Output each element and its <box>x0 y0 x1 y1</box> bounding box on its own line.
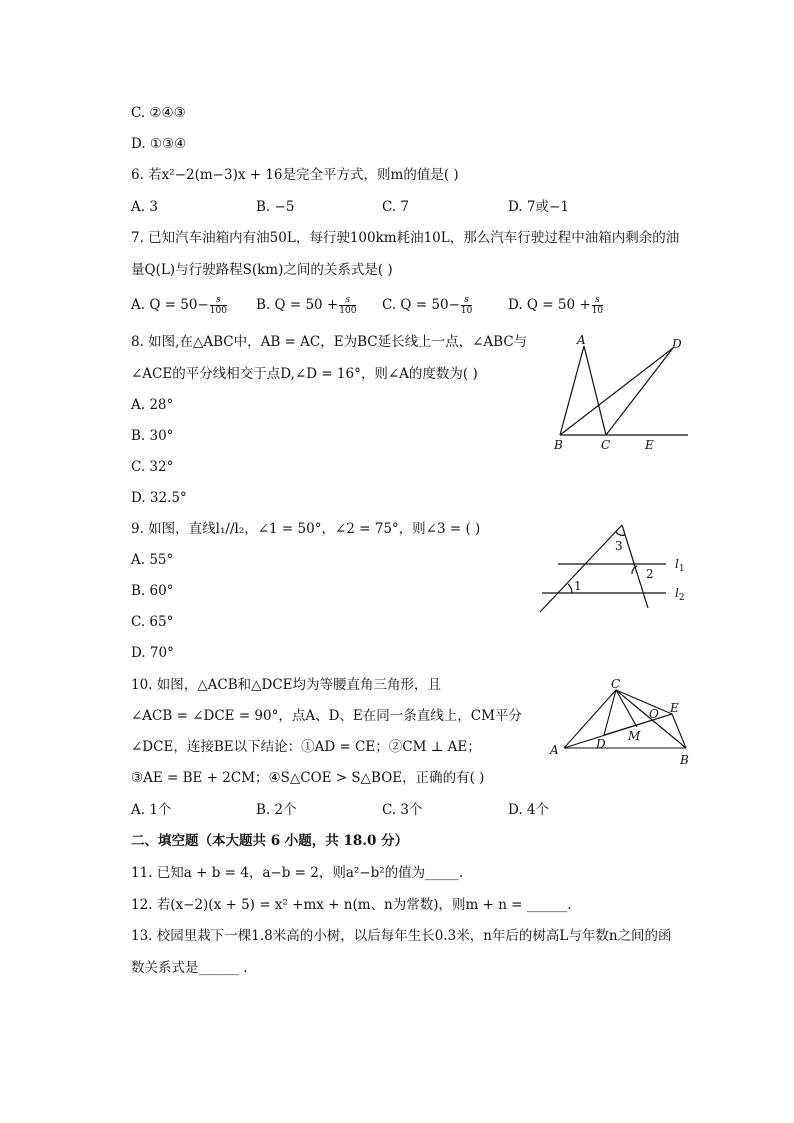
q8-label-e: E <box>645 438 654 452</box>
q9-option-a: A. 55° <box>131 552 174 568</box>
q6-option-c: C. 7 <box>382 199 410 215</box>
q6-option-b: B. −5 <box>256 199 295 215</box>
q9-label-l1: $l_1$ <box>675 557 685 574</box>
question-10-stem-line3: ∠DCE，连接BE以下结论：①AD = CE；②CM ⊥ AE； <box>131 739 481 755</box>
question-10-stem-line2: ∠ACB = ∠DCE = 90°，点A、D、E在同一条直线上，CM平分 <box>131 708 522 724</box>
q7-option-a <box>131 295 228 316</box>
question-10-stem-line4: ③AE = BE + 2CM；④S△COE > S△BOE，正确的有( ) <box>131 770 485 786</box>
option-d: D. ①③④ <box>131 136 187 152</box>
q7-option-c-fraction <box>461 295 472 316</box>
question-13-stem-line1: 13. 校园里栽下一棵1.8米高的小树，以后每年生长0.3米，n年后的树高L与年数n之间的函 <box>131 928 672 944</box>
question-11-stem: 11. 已知a + b = 4，a−b = 2，则a²−b²的值为_____. <box>131 865 464 881</box>
question-10-stem-line1: 10. 如图，△ACB和△DCE均为等腰直角三角形，且 <box>131 677 442 693</box>
q7-option-a-num: s <box>210 295 227 306</box>
q9-label-2: 2 <box>646 567 654 581</box>
section-2-title: 二、填空题（本大题共 6 小题，共 18.0 分） <box>131 833 409 849</box>
q7-option-a-prefix: A. Q = 50− <box>131 297 209 313</box>
q8-figure <box>548 332 698 456</box>
q8-line-ba <box>560 346 584 435</box>
q10-option-a: A. 1个 <box>131 802 172 818</box>
q10-label-d: D <box>596 737 606 751</box>
question-12-stem: 12. 若(x−2)(x + 5) = x² +mx + n(m、n为常数)，则m + n = ______. <box>131 897 572 913</box>
q6-option-a: A. 3 <box>131 199 158 215</box>
question-8-stem-line2: ∠ACE的平分线相交于点D,∠D = 16°，则∠A的度数为( ) <box>131 366 478 382</box>
q10-line-ce <box>616 690 672 714</box>
question-13-stem-line2: 数关系式是______ . <box>131 960 248 976</box>
q10-option-d: D. 4个 <box>508 802 550 818</box>
q8-option-c: C. 32° <box>131 459 174 475</box>
q10-label-b: B <box>680 753 689 767</box>
question-9-stem: 9. 如图，直线l₁//l₂，∠1 = 50°，∠2 = 75°，则∠3 = ( ) <box>131 521 481 537</box>
q7-option-c-num: s <box>461 295 472 306</box>
q9-label-1: 1 <box>574 579 582 593</box>
question-6-stem: 6. 若x²−2(m−3)x + 16是完全平方式，则m的值是( ) <box>131 167 459 183</box>
question-7-stem-line1: 7. 已知汽车油箱内有油50L，每行驶100km耗油10L，那么汽车行驶过程中油箱内剩余的油 <box>131 230 680 246</box>
q9-angle-1-arc <box>568 584 572 593</box>
q8-label-d: D <box>672 337 682 351</box>
q7-option-c <box>382 295 473 316</box>
q7-option-d-num: s <box>592 295 603 306</box>
q10-label-e: E <box>670 701 679 715</box>
question-7-stem-line2: 量Q(L)与行驶路程S(km)之间的关系式是( ) <box>131 262 393 278</box>
q7-option-c-prefix: C. Q = 50− <box>382 297 460 313</box>
q8-option-a: A. 28° <box>131 397 174 413</box>
q9-transversal-left <box>540 525 622 612</box>
q9-angle-3-arc <box>616 532 625 535</box>
q9-figure <box>536 520 696 614</box>
q7-option-d-prefix: D. Q = 50 + <box>508 297 591 313</box>
q7-option-b-num: s <box>339 295 356 306</box>
q8-line-ac <box>584 346 606 435</box>
q7-option-a-den: 100 <box>209 306 227 316</box>
q9-option-c: C. 65° <box>131 614 174 630</box>
q10-option-b: B. 2个 <box>256 802 297 818</box>
q10-label-m: M <box>628 729 641 743</box>
q7-option-a-fraction <box>210 295 227 316</box>
q7-option-b-fraction <box>339 295 356 316</box>
q6-option-d: D. 7或−1 <box>508 199 569 215</box>
q9-option-d: D. 70° <box>131 645 174 661</box>
option-c: C. ②④③ <box>131 105 186 121</box>
q8-label-a: A <box>577 333 586 347</box>
q10-figure <box>544 676 694 770</box>
q9-option-b: B. 60° <box>131 583 174 599</box>
q7-option-d <box>508 295 604 316</box>
q10-label-o: O <box>649 707 659 721</box>
q7-option-c-den: 10 <box>460 306 473 316</box>
q8-option-b: B. 30° <box>131 428 174 444</box>
q8-label-b: B <box>554 438 563 452</box>
q7-option-b-den: 100 <box>339 306 357 316</box>
q7-option-d-den: 10 <box>591 306 604 316</box>
q10-line-cm <box>616 690 637 727</box>
q7-option-b <box>256 295 357 316</box>
q7-option-b-prefix: B. Q = 50 + <box>256 297 339 313</box>
question-8-stem-line1: 8. 如图,在△ABC中，AB = AC，E为BC延长线上一点，∠ABC与 <box>131 334 528 350</box>
q8-option-d: D. 32.5° <box>131 490 187 506</box>
q9-label-3: 3 <box>615 539 623 553</box>
q10-label-c: C <box>611 677 621 691</box>
q10-label-a: A <box>550 743 559 757</box>
q8-label-c: C <box>601 438 611 452</box>
q9-label-l2: $l_2$ <box>675 586 685 603</box>
q10-option-c: C. 3个 <box>382 802 423 818</box>
q7-option-d-fraction <box>592 295 603 316</box>
